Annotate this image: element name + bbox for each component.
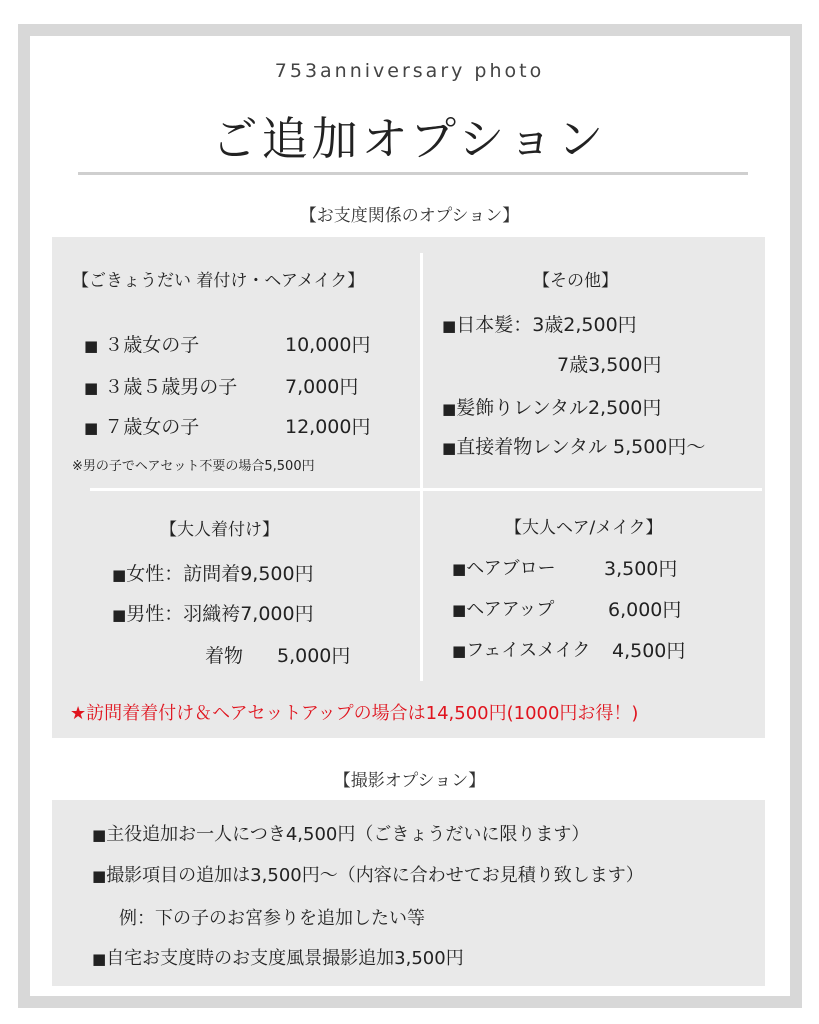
title-divider [78,172,748,175]
item-label: ヘアブロー [466,558,556,579]
siblings-note: ※男の子でヘアセット不要の場合5,500円 [72,459,315,474]
other-heading: 【その他】 [533,271,618,291]
nihongami-7-text: 7歳3,500円 [557,354,662,376]
item-label: ヘアアップ [466,599,555,620]
item-label: ７歳女の子 [104,416,200,438]
dressing-options-heading: 【お支度関係のオプション】 [299,206,520,226]
list-item [92,861,644,887]
item-price: 10,000円 [285,334,371,356]
black-square-icon: ■ [112,606,127,624]
black-square-icon: ■ [452,642,467,660]
black-square-icon: ■ [84,419,99,437]
black-square-icon: ■ [92,950,107,968]
kimono-rental-text: 直接着物レンタル 5,500円～ [456,436,706,458]
kazari-text: 髪飾りレンタル2,500円 [456,397,662,419]
black-square-icon: ■ [442,400,457,418]
black-square-icon: ■ [452,601,467,619]
black-square-icon: ■ [92,867,107,885]
adult-hair-heading: 【大人ヘア/メイク】 [505,518,663,538]
list-item [442,310,637,337]
item-price: 12,000円 [285,416,371,438]
list-item [84,330,199,357]
black-square-icon: ■ [112,566,127,584]
item-label: ３歳５歳男の子 [104,376,238,398]
item-price: 7,000円 [285,376,359,398]
photo-line: 自宅お支度時のお支度風景撮影追加3,500円 [106,948,464,969]
panel-horizontal-divider [90,488,762,491]
black-square-icon: ■ [84,379,99,397]
kimono-label: 着物 [205,645,244,667]
list-item [452,595,554,621]
black-square-icon: ■ [442,317,457,335]
black-square-icon: ■ [92,826,107,844]
list-item [112,559,314,586]
list-item [442,432,705,459]
list-item [442,393,661,420]
page-subtitle: 753anniversary photo [274,60,545,82]
list-item [92,820,589,846]
black-square-icon: ■ [452,560,467,578]
item-price: 4,500円 [612,640,686,662]
kimono-price: 5,000円 [277,645,351,667]
list-item [452,636,590,662]
nihongami-text: 日本髪：3歳2,500円 [456,314,637,336]
list-item [92,944,464,970]
photo-line: 撮影項目の追加は3,500円～（内容に合わせてお見積り致します） [106,865,644,886]
photo-example-line: 例：下の子のお宮参りを追加したい等 [119,908,425,929]
item-label: ３歳女の子 [104,334,200,356]
panel-vertical-divider [420,253,423,681]
item-label: フェイスメイク [466,640,591,661]
siblings-heading: 【ごきょうだい 着付け・ヘアメイク】 [72,271,365,291]
item-price: 3,500円 [604,558,678,580]
photo-line: 主役追加お一人につき4,500円（ごきょうだいに限ります） [106,824,590,845]
page-title: ご追加オプション [211,112,608,166]
black-square-icon: ■ [84,337,99,355]
photo-options-heading: 【撮影オプション】 [333,771,486,791]
black-square-icon: ■ [442,439,457,457]
item-price: 6,000円 [608,599,682,621]
list-item [112,599,314,626]
list-item [452,554,556,580]
female-text: 女性：訪問着9,500円 [126,563,314,585]
adult-kitsuke-heading: 【大人着付け】 [160,520,279,540]
male-text: 男性：羽織袴7,000円 [126,603,314,625]
promo-text: ★訪問着着付け＆ヘアセットアップの場合は14,500円(1000円お得！) [70,703,639,724]
list-item [84,412,199,439]
list-item [84,372,237,399]
